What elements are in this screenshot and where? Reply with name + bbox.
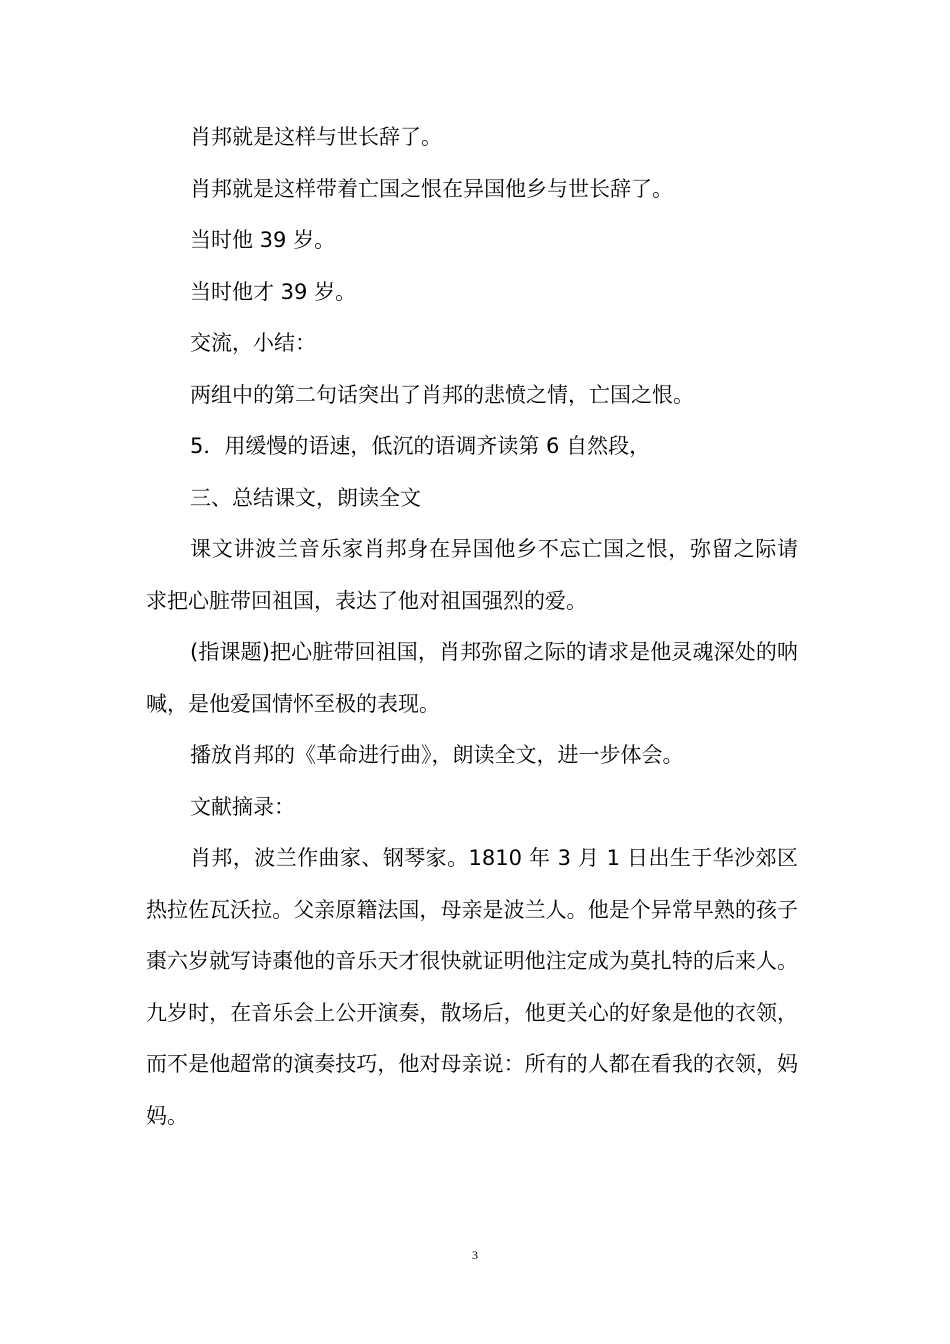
paragraph: 文献摘录：: [190, 794, 295, 819]
paragraph: (指课题)把心脏带回祖国，肖邦弥留之际的请求是他灵魂深处的呐喊，是他爱国情怀至极的表现。: [146, 640, 798, 716]
paragraph: 肖邦，波兰作曲家、钢琴家。1810 年 3 月 1 日出生于华沙郊区热拉佐瓦沃拉。父亲原籍法国，母亲是波兰人。他是个异常早熟的孩子棗六岁就写诗棗他的音乐天才很快就证明他注定成为莫扎特的后来人。九岁时，在音乐会上公开演奏，散场后，他更关心的好象是他的衣领，而不是他超常的演奏技巧，他对母亲说：所有的人都在看我的衣领，妈妈。: [146, 846, 798, 1128]
paragraph: 当时他 39 岁。: [190, 228, 336, 252]
paragraph: 课文讲波兰音乐家肖邦身在异国他乡不忘亡国之恨，弥留之际请求把心脏带回祖国，表达了他对祖国强烈的爱。: [146, 537, 798, 613]
paragraph: 肖邦就是这样带着亡国之恨在异国他乡与世长辞了。: [190, 176, 673, 201]
paragraph: 交流，小结：: [190, 331, 316, 355]
paragraph: 当时他才 39 岁。: [190, 279, 357, 304]
paragraph: 两组中的第二句话突出了肖邦的悲愤之情，亡国之恨。: [190, 382, 694, 407]
paragraph: 肖邦就是这样与世长辞了。: [190, 125, 442, 149]
paragraph: 播放肖邦的《革命进行曲》，朗读全文，进一步体会。: [190, 743, 684, 767]
paragraph: 5．用缓慢的语速，低沉的语调齐读第 6 自然段，: [190, 434, 651, 458]
page-number: 3: [472, 1248, 478, 1262]
section-heading: 三、总结课文，朗读全文: [190, 485, 421, 510]
body-text: [146, 112, 798, 1142]
